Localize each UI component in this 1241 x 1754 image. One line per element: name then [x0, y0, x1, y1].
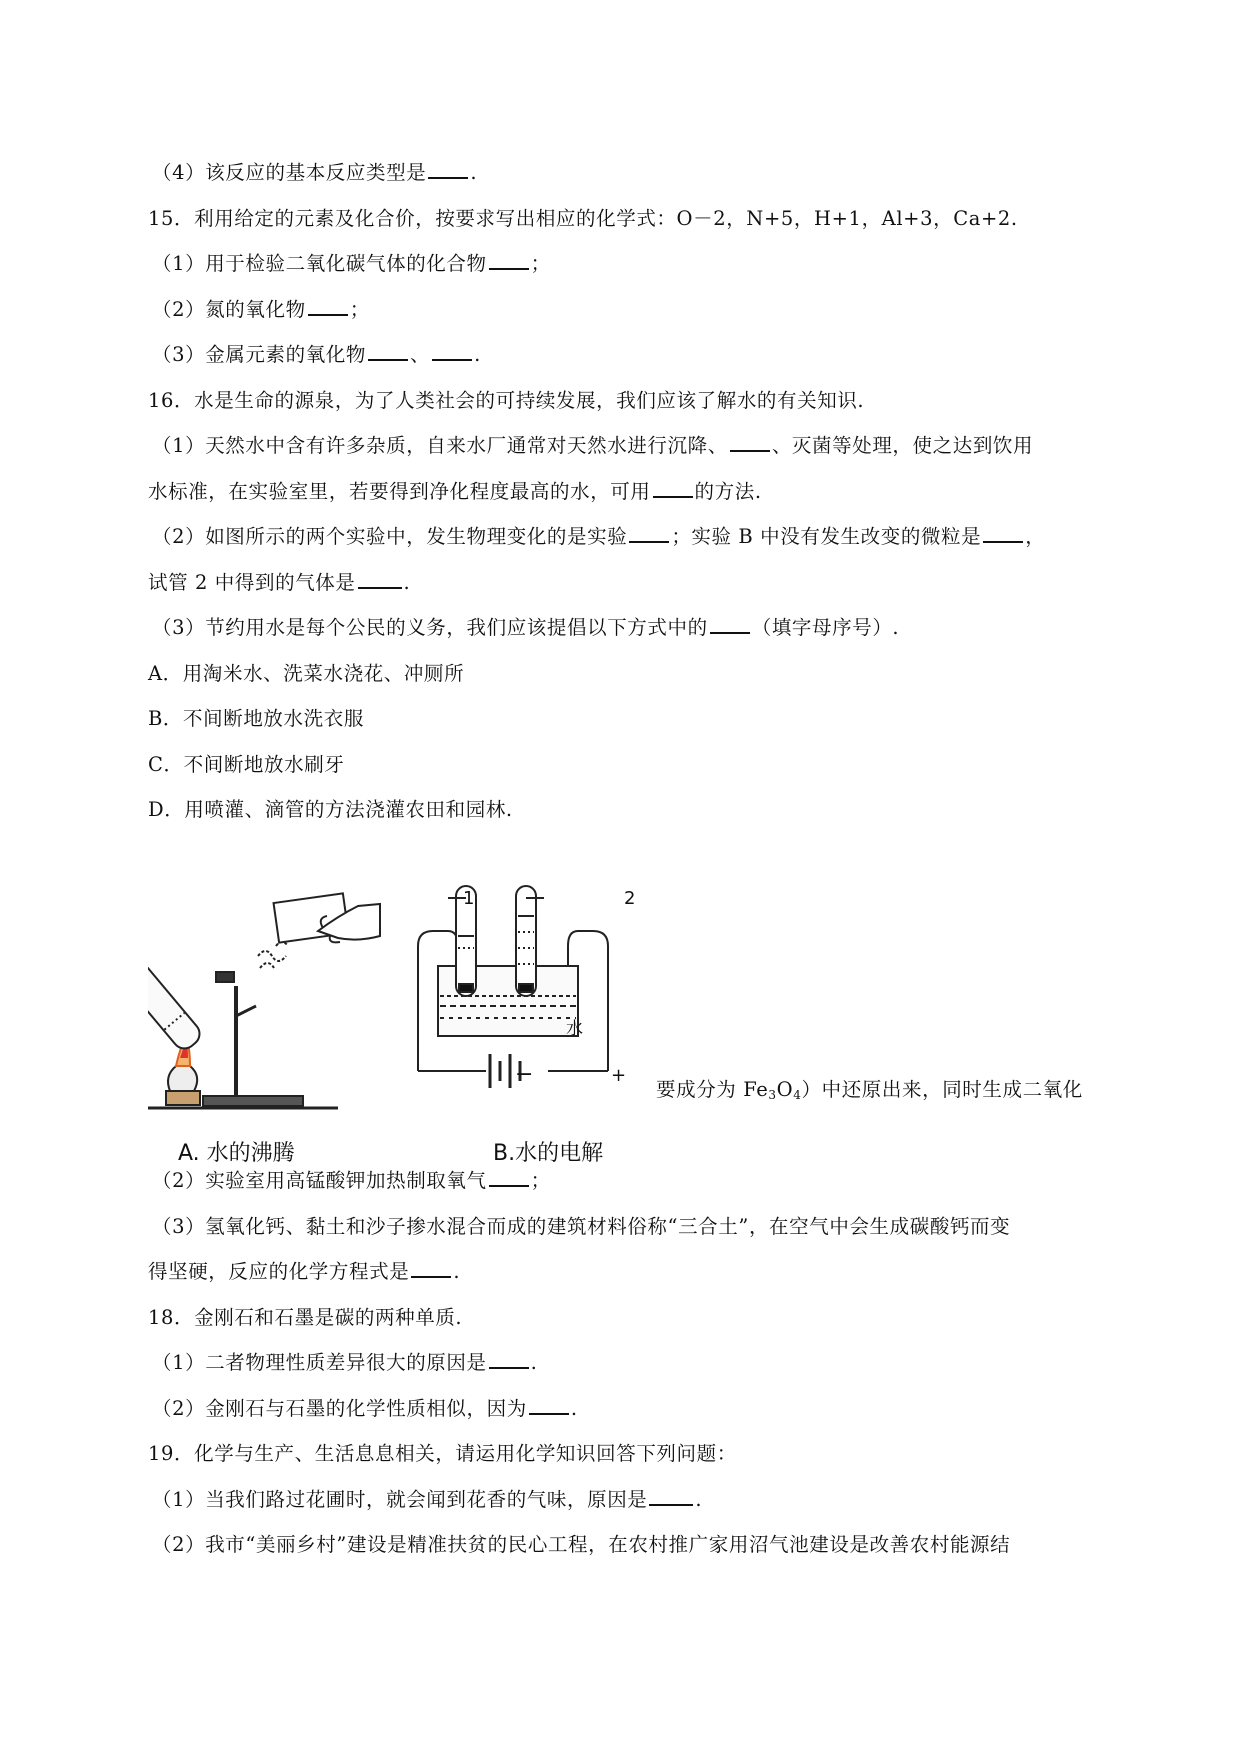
q14-part4: （4）该反应的基本反应类型是 .	[152, 161, 478, 184]
question-16: 16．水是生命的源泉，为了人类社会的可持续发展，我们应该了解水的有关知识.	[148, 389, 865, 412]
q15-part3: （3）金属元素的氧化物 、 .	[152, 343, 481, 366]
q18-part1: （1）二者物理性质差异很大的原因是 .	[152, 1351, 538, 1374]
q19-part2: （2）我市“美丽乡村”建设是精准扶贫的民心工程，在农村推广家用沼气池建设是改善农村能源结	[152, 1533, 1011, 1556]
answer-blank[interactable]	[489, 250, 529, 270]
answer-blank[interactable]	[730, 432, 770, 452]
answer-blank[interactable]	[653, 478, 693, 498]
answer-blank[interactable]	[489, 1349, 529, 1369]
answer-blank[interactable]	[411, 1258, 451, 1278]
answer-blank[interactable]	[308, 296, 348, 316]
q19-part1: （1）当我们路过花圃时，就会闻到花香的气味，原因是 .	[152, 1488, 703, 1511]
question-15: 15．利用给定的元素及化合价，按要求写出相应的化学式：O－2，N+5，H+1，Al+3，Ca+2.	[148, 207, 1018, 230]
question-19: 19．化学与生产、生活息息相关，请运用化学知识回答下列问题：	[148, 1442, 737, 1465]
answer-blank[interactable]	[710, 614, 750, 634]
q17-part1-tail: 要成分为 $Fe_3O_4$）中还原出来，同时生成二氧化	[656, 1078, 1083, 1102]
caption-boiling: A. 水的沸腾	[178, 1141, 295, 1166]
q16-part3: （3）节约用水是每个公民的义务，我们应该提倡以下方式中的 （填字母序号）.	[152, 616, 900, 639]
answer-blank[interactable]	[432, 341, 472, 361]
answer-blank[interactable]	[428, 159, 468, 179]
answer-blank[interactable]	[358, 569, 402, 589]
boiling-apparatus	[148, 893, 380, 1108]
tube-2-label: 2	[624, 888, 636, 909]
option-b: B．不间断地放水洗衣服	[148, 707, 364, 730]
caption-electrolysis: B.水的电解	[493, 1141, 604, 1166]
positive-terminal-label: +	[611, 1065, 627, 1086]
q16-part2-line2: 试管 2 中得到的气体是 .	[148, 571, 411, 594]
option-a: A．用淘米水、洗菜水浇花、冲厕所	[148, 662, 465, 685]
q17-part3-line1: （3）氢氧化钙、黏土和沙子掺水混合而成的建筑材料俗称“三合土”，在空气中会生成碳酸钙而变	[152, 1215, 1011, 1238]
answer-blank[interactable]	[489, 1167, 529, 1187]
experiment-figure	[148, 876, 656, 1178]
q16-part1-line2: 水标准，在实验室里，若要得到净化程度最高的水，可用 的方法.	[148, 480, 762, 503]
q15-part2: （2）氮的氧化物 ；	[152, 298, 370, 321]
negative-terminal-label: −	[515, 1062, 534, 1087]
answer-blank[interactable]	[983, 523, 1023, 543]
option-d: D．用喷灌、滴管的方法浇灌农田和园林.	[148, 798, 513, 821]
option-c: C．不间断地放水刷牙	[148, 753, 345, 776]
water-label: 水	[566, 1019, 583, 1039]
electrolysis-apparatus	[418, 886, 608, 1088]
q17-part3-line2: 得坚硬，反应的化学方程式是 .	[148, 1260, 461, 1283]
q16-part2-line1: （2）如图所示的两个实验中，发生物理变化的是实验 ；实验 B 中没有发生改变的微粒是 ，	[152, 525, 1046, 548]
answer-blank[interactable]	[629, 523, 669, 543]
q17-part2: （2）实验室用高锰酸钾加热制取氧气 ；	[152, 1169, 551, 1192]
q15-part1: （1）用于检验二氧化碳气体的化合物 ；	[152, 252, 551, 275]
answer-blank[interactable]	[368, 341, 408, 361]
q18-part2: （2）金刚石与石墨的化学性质相似，因为 .	[152, 1397, 578, 1420]
answer-blank[interactable]	[529, 1395, 569, 1415]
tube-1-label: 1	[463, 888, 475, 909]
answer-blank[interactable]	[649, 1486, 693, 1506]
question-18: 18．金刚石和石墨是碳的两种单质.	[148, 1306, 463, 1329]
q16-part1-line1: （1）天然水中含有许多杂质，自来水厂通常对天然水进行沉降、 、灭菌等处理，使之达到饮用	[152, 434, 1034, 457]
